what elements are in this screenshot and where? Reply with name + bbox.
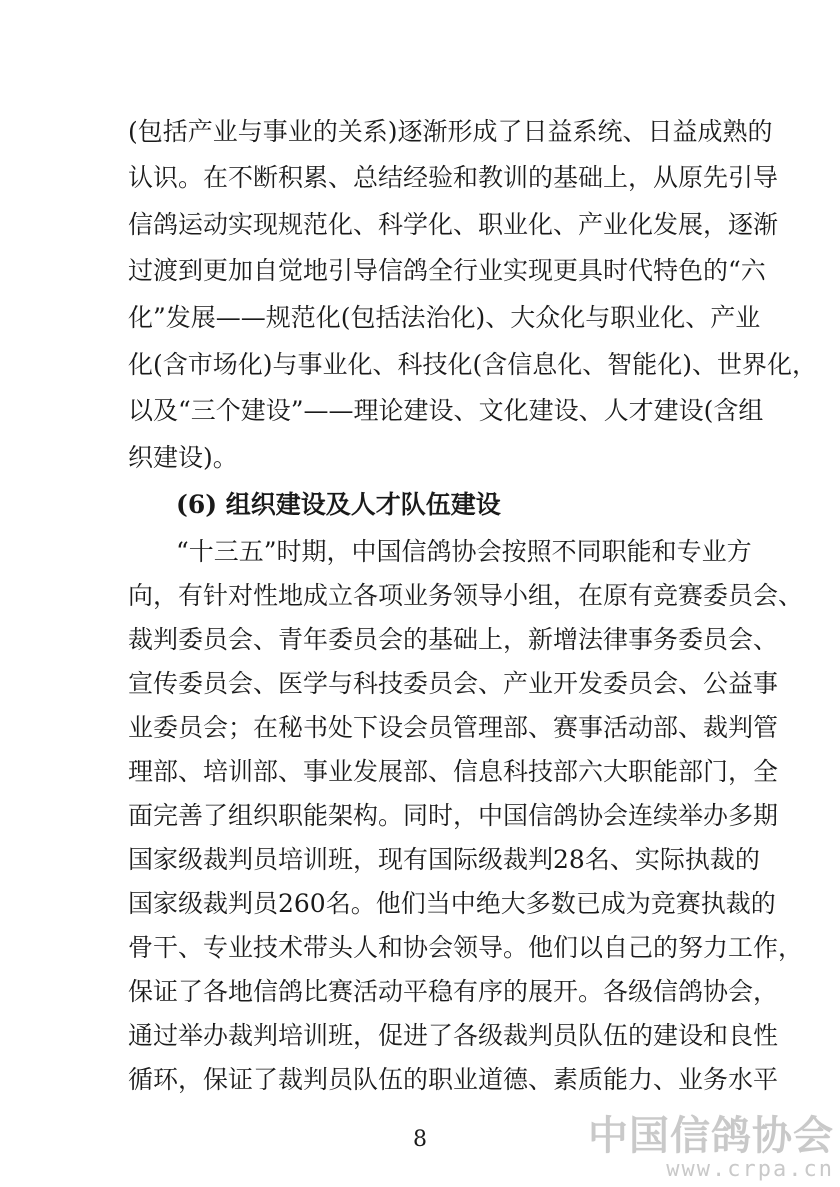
paragraph1-line-2: 认识。在不断积累、总结经验和教训的基础上，从原先引导 bbox=[128, 163, 779, 192]
paragraph2-line-12: 通过举办裁判培训班，促进了各级裁判员队伍的建设和良性 bbox=[128, 1021, 779, 1050]
paragraph1-line-8: 织建设)。 bbox=[128, 443, 238, 472]
paragraph2-line-3: 裁判委员会、青年委员会的基础上，新增法律事务委员会、 bbox=[128, 625, 779, 654]
paragraph2-line-1: “十三五”时期，中国信鸽协会按照不同职能和专业方 bbox=[176, 537, 752, 566]
paragraph2-line-5: 业委员会；在秘书处下设会员管理部、赛事活动部、裁判管 bbox=[128, 713, 779, 742]
paragraph2-line-9: 国家级裁判员260名。他们当中绝大多数已成为竞赛执裁的 bbox=[128, 889, 776, 918]
paragraph1-line-6: 化(含市场化)与事业化、科技化(含信息化、智能化)、世界化， bbox=[128, 350, 818, 379]
section-heading: (6) 组织建设及人才队伍建设 bbox=[176, 490, 501, 519]
paragraph2-line-11: 保证了各地信鸽比赛活动平稳有序的展开。各级信鸽协会， bbox=[128, 977, 779, 1006]
paragraph2-line-10: 骨干、专业技术带头人和协会领导。他们以自己的努力工作， bbox=[128, 933, 804, 962]
paragraph2-line-2: 向，有针对性地成立各项业务领导小组，在原有竞赛委员会、 bbox=[128, 581, 804, 610]
paragraph1-line-1: (包括产业与事业的关系)逐渐形成了日益系统、日益成熟的 bbox=[128, 117, 773, 146]
paragraph1-line-5: 化”发展——规范化(包括法治化)、大众化与职业化、产业 bbox=[128, 303, 761, 332]
paragraph1-line-3: 信鸽运动实现规范化、科学化、职业化、产业化发展，逐渐 bbox=[128, 210, 779, 239]
paragraph1-line-4: 过渡到更加自觉地引导信鸽全行业实现更具时代特色的“六 bbox=[128, 256, 766, 285]
page-number: 8 bbox=[413, 1127, 427, 1152]
paragraph2-line-4: 宣传委员会、医学与科技委员会、产业开发委员会、公益事 bbox=[128, 669, 779, 698]
watermark-url: www.crpa.cn bbox=[666, 1157, 834, 1182]
paragraph1-line-7: 以及“三个建设”——理论建设、文化建设、人才建设(含组 bbox=[128, 396, 764, 425]
paragraph2-line-6: 理部、培训部、事业发展部、信息科技部六大职能部门，全 bbox=[128, 757, 779, 786]
paragraph2-line-8: 国家级裁判员培训班，现有国际级裁判28名、实际执裁的 bbox=[128, 845, 760, 874]
watermark-title: 中国信鸽协会 bbox=[588, 1113, 834, 1159]
watermark bbox=[588, 1114, 834, 1182]
paragraph2-line-13: 循环，保证了裁判员队伍的职业道德、素质能力、业务水平 bbox=[128, 1065, 779, 1094]
paragraph2-line-7: 面完善了组织职能架构。同时，中国信鸽协会连续举办多期 bbox=[128, 801, 779, 830]
